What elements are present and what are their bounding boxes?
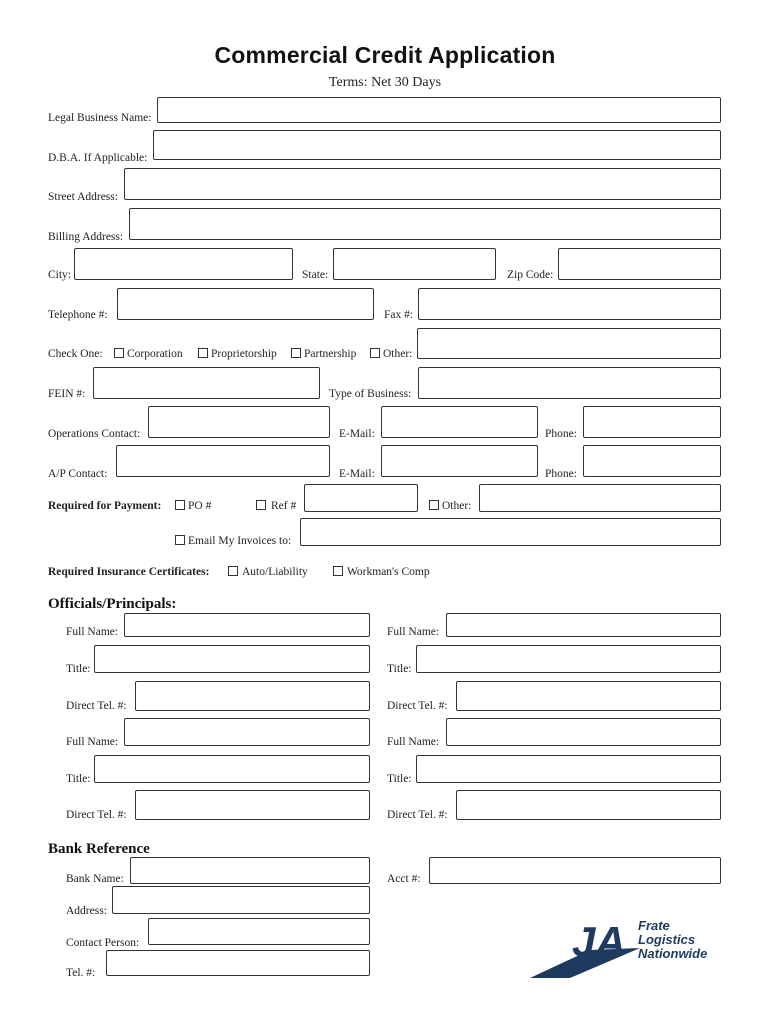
other-type-checkbox[interactable] bbox=[370, 348, 380, 358]
bank-reference-heading: Bank Reference bbox=[48, 841, 150, 857]
officials-heading: Officials/Principals: bbox=[48, 596, 177, 612]
zip-field[interactable] bbox=[558, 248, 721, 280]
official3-tel-field[interactable] bbox=[135, 790, 370, 820]
type-of-business-field[interactable] bbox=[418, 367, 721, 399]
logo-line2: Logistics bbox=[638, 932, 696, 947]
dba-label: D.B.A. If Applicable: bbox=[48, 152, 148, 164]
official4-name-field[interactable] bbox=[446, 718, 721, 746]
operations-contact-label: Operations Contact: bbox=[48, 428, 141, 440]
telephone-label: Telephone #: bbox=[48, 309, 108, 321]
proprietorship-label: Proprietorship bbox=[211, 348, 277, 360]
logo-line3: Nationwide bbox=[638, 946, 708, 961]
auto-liability-label: Auto/Liability bbox=[242, 566, 308, 578]
acct-label: Acct #: bbox=[387, 873, 421, 885]
official4-title-field[interactable] bbox=[416, 755, 721, 783]
official1-title-field[interactable] bbox=[94, 645, 370, 673]
bank-tel-field[interactable] bbox=[106, 950, 370, 976]
logo-swoosh-icon bbox=[530, 912, 730, 982]
ap-email-label: E-Mail: bbox=[339, 468, 375, 480]
form-subtitle: Terms: Net 30 Days bbox=[328, 75, 442, 90]
legal-business-name-label: Legal Business Name: bbox=[48, 112, 152, 124]
email-invoices-checkbox[interactable] bbox=[175, 535, 185, 545]
corporation-label: Corporation bbox=[127, 348, 183, 360]
form-title: Commercial Credit Application bbox=[214, 42, 556, 68]
telephone-field[interactable] bbox=[117, 288, 374, 320]
state-field[interactable] bbox=[333, 248, 496, 280]
bank-name-field[interactable] bbox=[130, 857, 370, 884]
official4-name-label: Full Name: bbox=[387, 736, 440, 748]
other-payment-label: Other: bbox=[442, 500, 472, 512]
logo-monogram: JA bbox=[572, 918, 626, 965]
fein-field[interactable] bbox=[93, 367, 320, 399]
official3-name-field[interactable] bbox=[124, 718, 370, 746]
email-invoices-field[interactable] bbox=[300, 518, 721, 546]
city-label: City: bbox=[48, 269, 72, 281]
operations-phone-field[interactable] bbox=[583, 406, 721, 438]
ap-phone-label: Phone: bbox=[545, 468, 577, 480]
official2-title-field[interactable] bbox=[416, 645, 721, 673]
operations-contact-field[interactable] bbox=[148, 406, 330, 438]
logo-line1: Frate bbox=[638, 918, 670, 933]
bank-name-label: Bank Name: bbox=[66, 873, 124, 885]
official2-tel-label: Direct Tel. #: bbox=[387, 700, 448, 712]
ap-phone-field[interactable] bbox=[583, 445, 721, 477]
required-for-payment-label: Required for Payment: bbox=[48, 500, 162, 512]
ref-label: Ref # bbox=[271, 500, 297, 512]
ap-contact-label: A/P Contact: bbox=[48, 468, 108, 480]
city-field[interactable] bbox=[74, 248, 293, 280]
street-address-label: Street Address: bbox=[48, 191, 118, 203]
contact-person-label: Contact Person: bbox=[66, 937, 140, 949]
other-type-field[interactable] bbox=[417, 328, 721, 359]
operations-phone-label: Phone: bbox=[545, 428, 577, 440]
corporation-checkbox[interactable] bbox=[114, 348, 124, 358]
bank-address-label: Address: bbox=[66, 905, 107, 917]
workmans-comp-label: Workman's Comp bbox=[347, 566, 430, 578]
other-payment-field[interactable] bbox=[479, 484, 721, 512]
ref-checkbox[interactable] bbox=[256, 500, 266, 510]
ap-contact-field[interactable] bbox=[116, 445, 330, 477]
ref-field[interactable] bbox=[304, 484, 418, 512]
official4-tel-field[interactable] bbox=[456, 790, 721, 820]
billing-address-field[interactable] bbox=[129, 208, 721, 240]
required-insurance-label: Required Insurance Certificates: bbox=[48, 566, 210, 578]
fax-label: Fax #: bbox=[384, 309, 414, 321]
bank-tel-label: Tel. #: bbox=[66, 967, 96, 979]
ap-email-field[interactable] bbox=[381, 445, 538, 477]
legal-business-name-field[interactable] bbox=[157, 97, 721, 123]
acct-field[interactable] bbox=[429, 857, 721, 884]
official2-tel-field[interactable] bbox=[456, 681, 721, 711]
official3-title-label: Title: bbox=[66, 773, 91, 785]
official1-name-label: Full Name: bbox=[66, 626, 119, 638]
contact-person-field[interactable] bbox=[148, 918, 370, 945]
official2-title-label: Title: bbox=[387, 663, 412, 675]
check-one-label: Check One: bbox=[48, 348, 103, 360]
operations-email-field[interactable] bbox=[381, 406, 538, 438]
official3-tel-label: Direct Tel. #: bbox=[66, 809, 127, 821]
partnership-checkbox[interactable] bbox=[291, 348, 301, 358]
official4-tel-label: Direct Tel. #: bbox=[387, 809, 448, 821]
company-logo bbox=[530, 912, 730, 982]
official4-title-label: Title: bbox=[387, 773, 412, 785]
official2-name-label: Full Name: bbox=[387, 626, 440, 638]
official1-tel-field[interactable] bbox=[135, 681, 370, 711]
street-address-field[interactable] bbox=[124, 168, 721, 200]
other-type-label: Other: bbox=[383, 348, 413, 360]
official1-tel-label: Direct Tel. #: bbox=[66, 700, 127, 712]
workmans-comp-checkbox[interactable] bbox=[333, 566, 343, 576]
zip-label: Zip Code: bbox=[507, 269, 554, 281]
official1-name-field[interactable] bbox=[124, 613, 370, 637]
official1-title-label: Title: bbox=[66, 663, 91, 675]
bank-address-field[interactable] bbox=[112, 886, 370, 914]
billing-address-label: Billing Address: bbox=[48, 231, 124, 243]
po-checkbox[interactable] bbox=[175, 500, 185, 510]
dba-field[interactable] bbox=[153, 130, 721, 160]
email-invoices-label: Email My Invoices to: bbox=[188, 535, 292, 547]
official3-title-field[interactable] bbox=[94, 755, 370, 783]
state-label: State: bbox=[302, 269, 329, 281]
proprietorship-checkbox[interactable] bbox=[198, 348, 208, 358]
official2-name-field[interactable] bbox=[446, 613, 721, 637]
type-of-business-label: Type of Business: bbox=[329, 388, 412, 400]
official3-name-label: Full Name: bbox=[66, 736, 119, 748]
other-payment-checkbox[interactable] bbox=[429, 500, 439, 510]
fein-label: FEIN #: bbox=[48, 388, 86, 400]
po-label: PO # bbox=[188, 500, 212, 512]
auto-liability-checkbox[interactable] bbox=[228, 566, 238, 576]
fax-field[interactable] bbox=[418, 288, 721, 320]
operations-email-label: E-Mail: bbox=[339, 428, 375, 440]
partnership-label: Partnership bbox=[304, 348, 357, 360]
